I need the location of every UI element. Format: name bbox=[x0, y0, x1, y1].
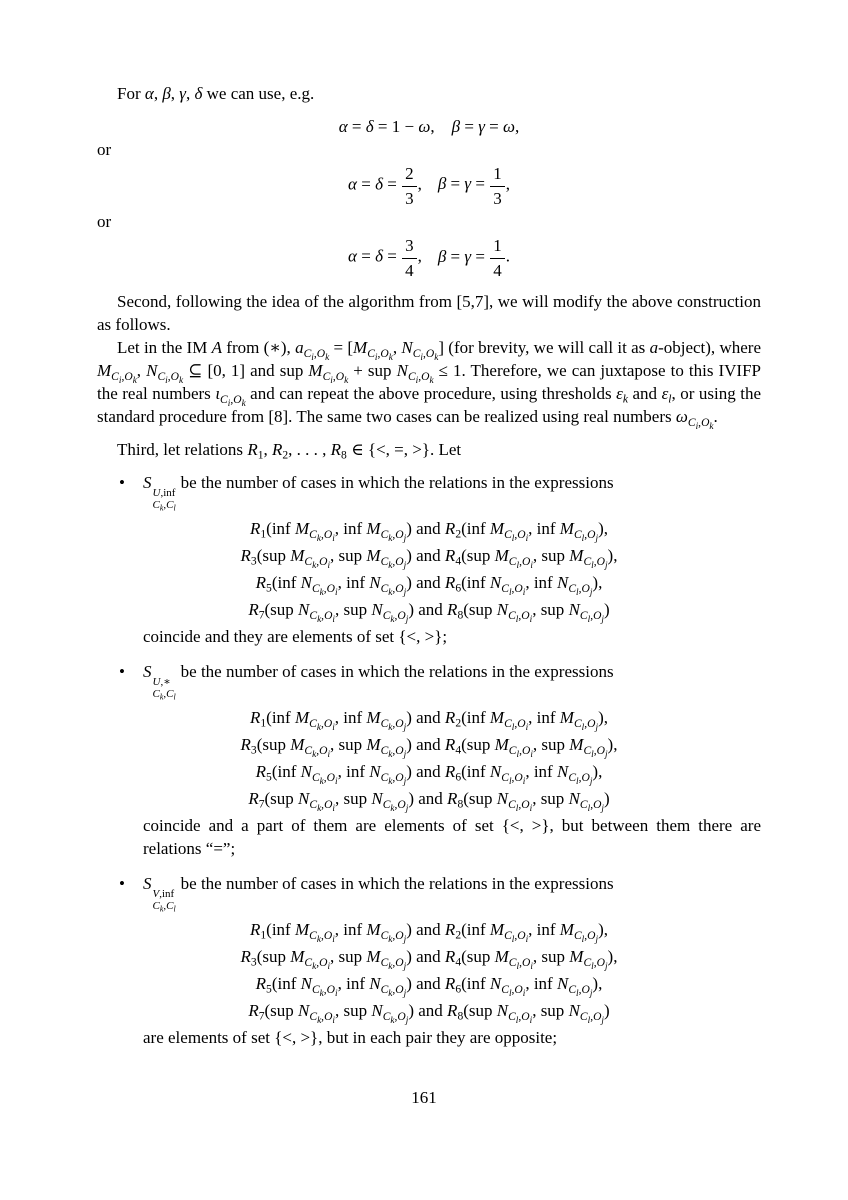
relation-line: $R_5(inf$ $N_{C_k,O_i}$, inf $N_{C_k,O_j}$) and $R_6(inf$ $N_{C_l,O_i}$, inf $N_{C_l,O_j}$), bbox=[255, 762, 603, 786]
list-item bbox=[97, 872, 761, 1049]
relation-line: $R_7(sup$ $N_{C_k,O_i}$, sup $N_{C_k,O_j}$) and $R_8(sup$ $N_{C_l,O_i}$, sup $N_{C_l,O_j}$) bbox=[248, 1001, 610, 1025]
fraction-numerator: 3 bbox=[402, 235, 417, 259]
bullet-head bbox=[143, 660, 761, 700]
third-paragraph: Third, let relations $R_1$, $R_2$, . . . , $R_8$ ∈ {<, =, >}. Let bbox=[117, 440, 462, 462]
s-subscript: $C_k,C_l$ bbox=[152, 900, 176, 914]
s-base: S bbox=[143, 874, 152, 894]
eq-separator: , bbox=[417, 174, 422, 194]
bullet-icon: • bbox=[119, 473, 125, 493]
page-number: 161 bbox=[411, 1088, 437, 1107]
s-subscript: $C_k,C_l$ bbox=[152, 499, 176, 513]
bullet-icon: • bbox=[119, 874, 125, 894]
list-item bbox=[97, 660, 761, 860]
bullet-head-text: be the number of cases in which the relations in the expressions bbox=[180, 473, 614, 493]
fraction bbox=[489, 235, 506, 280]
relation-line: $R_7(sup$ $N_{C_k,O_i}$, sup $N_{C_k,O_j}$) and $R_8(sup$ $N_{C_l,O_i}$, sup $N_{C_l,O_j}$) bbox=[248, 789, 610, 813]
intro-paragraph: For α, β, γ, δ we can use, e.g. bbox=[117, 84, 315, 103]
s-supsub bbox=[153, 487, 176, 511]
s-supsub bbox=[153, 676, 176, 700]
bullet-head-text: be the number of cases in which the relations in the expressions bbox=[180, 662, 614, 682]
relation-block bbox=[97, 918, 761, 1025]
s-superscript: U,∗ bbox=[152, 676, 171, 689]
fraction-denominator: 3 bbox=[405, 188, 414, 208]
equation-omega: α = δ = 1 − ω, β = γ = ω, bbox=[338, 117, 520, 136]
closing-text: are elements of set {<, >}, but in each pair they are opposite; bbox=[143, 1028, 558, 1048]
s-superscript: V,inf bbox=[152, 888, 175, 901]
s-base: S bbox=[143, 473, 152, 493]
let-paragraph: Let in the IM A from (∗), $a_{C_i,O_k} = [M_{C_i,O_k}$, $N_{C_i,O_k}$] (for brevity, we will call it as a-object), where $M_{C_i,O_k}$, $N_{C_i,O_k}$ ⊆ [0, 1] and sup $M_{C_i,O_k}$ + sup $N_{C_i,O_k} \le 1$. Therefore, we can juxtapose to this IVIFP the real numbers $\iota_{C_i,O_k}$ and can repeat the above procedure, using thresholds $\varepsilon_k$ and $\varepsilon_l$, or using the standard procedure from [8]. The same two cases can be realized using real numbers $\omega_{C_i,O_k}$. bbox=[97, 338, 762, 431]
bullet-head-text: be the number of cases in which the relations in the expressions bbox=[180, 874, 614, 894]
eq-left: α = δ = bbox=[348, 246, 397, 266]
eq-tail: . bbox=[505, 246, 510, 266]
fraction-numerator: 1 bbox=[490, 163, 505, 187]
equation-two-thirds bbox=[97, 163, 761, 208]
relation-line: $R_1(inf$ $M_{C_k,O_i}$, inf $M_{C_k,O_j}$) and $R_2(inf$ $M_{C_l,O_i}$, inf $M_{C_l,O_j}$), bbox=[250, 708, 608, 732]
fraction bbox=[489, 163, 506, 208]
relation-line: $R_5(inf$ $N_{C_k,O_i}$, inf $N_{C_k,O_j}$) and $R_6(inf$ $N_{C_l,O_i}$, inf $N_{C_l,O_j}$), bbox=[255, 573, 603, 597]
fraction bbox=[401, 235, 418, 280]
relation-line: $R_3(sup$ $M_{C_k,O_i}$, sup $M_{C_k,O_j}$) and $R_4(sup$ $M_{C_l,O_i}$, sup $M_{C_l,O_j}$), bbox=[240, 546, 618, 570]
relation-line: $R_7(sup$ $N_{C_k,O_i}$, sup $N_{C_k,O_j}$) and $R_8(sup$ $N_{C_l,O_i}$, sup $N_{C_l,O_j}$) bbox=[248, 600, 610, 624]
second-paragraph: Second, following the idea of the algorithm from [5,7], we will modify the above construction as follows. bbox=[97, 292, 761, 335]
closing-text: coincide and they are elements of set {<, >}; bbox=[143, 627, 448, 647]
s-superscript: U,inf bbox=[152, 487, 176, 500]
fraction-numerator: 1 bbox=[490, 235, 505, 259]
fraction-numerator: 2 bbox=[402, 163, 417, 187]
eq-separator: , bbox=[417, 246, 422, 266]
relation-line: $R_5(inf$ $N_{C_k,O_i}$, inf $N_{C_k,O_j}$) and $R_6(inf$ $N_{C_l,O_i}$, inf $N_{C_l,O_j}$), bbox=[255, 974, 603, 998]
bullet-icon: • bbox=[119, 662, 125, 682]
equation-three-quarters bbox=[97, 235, 761, 280]
s-subscript: $C_k,C_l$ bbox=[152, 688, 176, 702]
eq-mid: β = γ = bbox=[437, 174, 485, 194]
bullet-head bbox=[143, 872, 761, 912]
relation-line: $R_3(sup$ $M_{C_k,O_i}$, sup $M_{C_k,O_j}$) and $R_4(sup$ $M_{C_l,O_i}$, sup $M_{C_l,O_j}$), bbox=[240, 735, 618, 759]
relation-line: $R_1(inf$ $M_{C_k,O_i}$, inf $M_{C_k,O_j}$) and $R_2(inf$ $M_{C_l,O_i}$, inf $M_{C_l,O_j}$), bbox=[250, 519, 608, 543]
bullet-body bbox=[143, 872, 761, 1049]
or-label-1: or bbox=[97, 140, 112, 159]
bullet-body bbox=[143, 471, 761, 648]
relation-block bbox=[97, 706, 761, 813]
fraction-denominator: 4 bbox=[405, 260, 414, 280]
s-count-variable bbox=[143, 872, 176, 912]
list-item bbox=[97, 471, 761, 648]
eq-left: α = δ = bbox=[348, 174, 397, 194]
bullet-head bbox=[143, 471, 761, 511]
s-count-variable bbox=[143, 471, 176, 511]
eq-mid: β = γ = bbox=[437, 246, 485, 266]
eq-tail: , bbox=[505, 174, 510, 194]
closing-text: coincide and a part of them are elements of set {<, >}, but between them there are relations “=”; bbox=[143, 816, 761, 859]
s-base: S bbox=[143, 662, 152, 682]
relation-line: $R_1(inf$ $M_{C_k,O_i}$, inf $M_{C_k,O_j}$) and $R_2(inf$ $M_{C_l,O_i}$, inf $M_{C_l,O_j}$), bbox=[250, 920, 608, 944]
s-supsub bbox=[153, 888, 176, 912]
fraction-denominator: 4 bbox=[493, 260, 502, 280]
page-content bbox=[97, 82, 761, 1061]
relation-block bbox=[97, 517, 761, 624]
s-count-variable bbox=[143, 660, 176, 700]
fraction-denominator: 3 bbox=[493, 188, 502, 208]
fraction bbox=[401, 163, 418, 208]
relation-line: $R_3(sup$ $M_{C_k,O_i}$, sup $M_{C_k,O_j}$) and $R_4(sup$ $M_{C_l,O_i}$, sup $M_{C_l,O_j}$), bbox=[240, 947, 618, 971]
or-label-2: or bbox=[97, 212, 112, 232]
bullet-body bbox=[143, 660, 761, 860]
